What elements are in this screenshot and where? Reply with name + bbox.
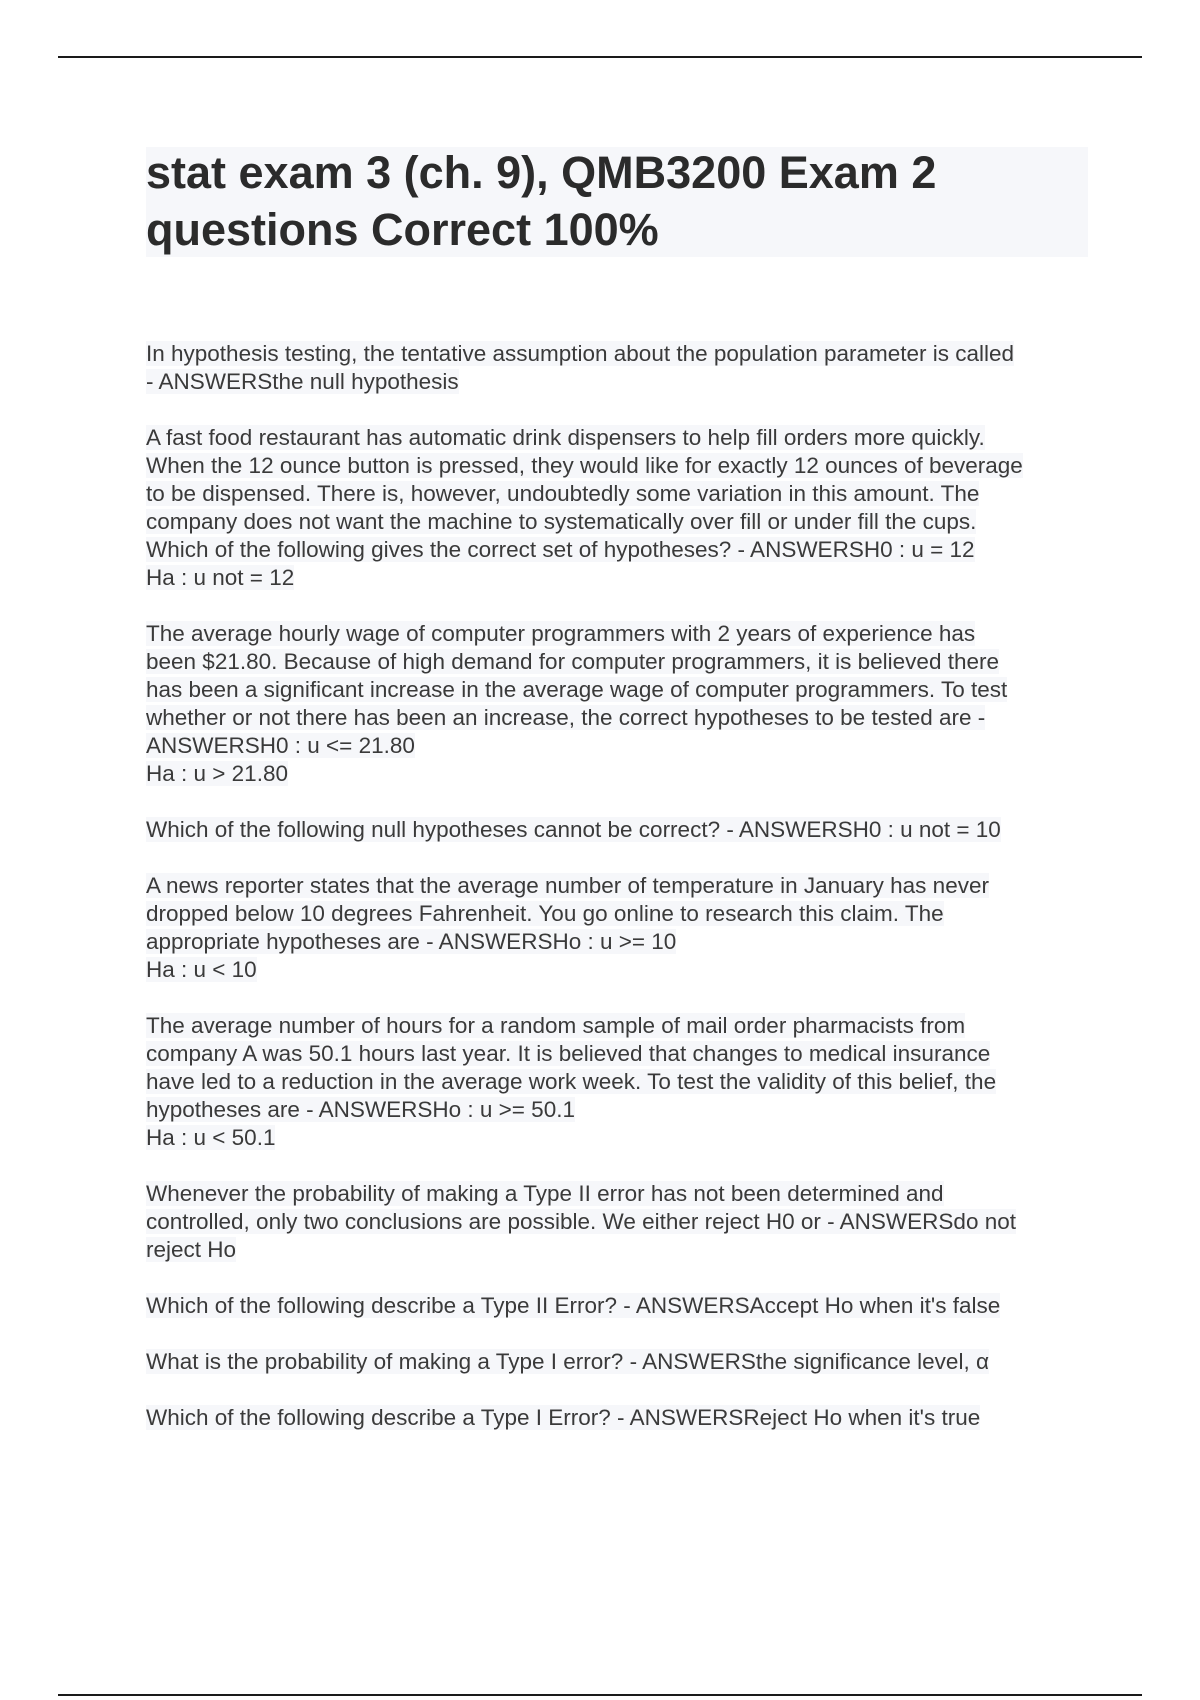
qa-item: [146, 620, 1096, 788]
qa-line: [146, 1348, 1096, 1376]
title-line: questions Correct 100%: [146, 204, 659, 255]
qa-line: [146, 424, 1096, 452]
qa-line: [146, 872, 1096, 900]
qa-line: [146, 648, 1096, 676]
qa-line: [146, 368, 1096, 396]
qa-line-text: hypotheses are - ANSWERSHo : u >= 50.1: [146, 1097, 575, 1122]
qa-line: [146, 900, 1096, 928]
qa-line: [146, 452, 1096, 480]
qa-line-text: have led to a reduction in the average work week. To test the validity of this belief, the: [146, 1069, 997, 1094]
qa-line-text: In hypothesis testing, the tentative assumption about the population parameter is called: [146, 341, 1015, 366]
qa-line-text: A news reporter states that the average number of temperature in January has never: [146, 873, 989, 898]
qa-line: [146, 1180, 1096, 1208]
qa-line-text: Whenever the probability of making a Type II error has not been determined and: [146, 1181, 944, 1206]
qa-line-text: Ha : u not = 12: [146, 565, 295, 590]
qa-line-text: ANSWERSH0 : u <= 21.80: [146, 733, 415, 758]
qa-line-text: Ha : u < 10: [146, 957, 257, 982]
qa-line-text: been $21.80. Because of high demand for computer programmers, it is believed there: [146, 649, 999, 674]
qa-line-text: What is the probability of making a Type I error? - ANSWERSthe significance level, α: [146, 1349, 989, 1374]
qa-line-text: has been a significant increase in the average wage of computer programmers. To test: [146, 677, 1008, 702]
qa-line-text: whether or not there has been an increase, the correct hypotheses to be tested are -: [146, 705, 986, 730]
qa-line-text: Ha : u > 21.80: [146, 761, 288, 786]
qa-line: [146, 676, 1096, 704]
qa-line-text: to be dispensed. There is, however, undoubtedly some variation in this amount. The: [146, 481, 980, 506]
qa-line-text: Which of the following describe a Type I Error? - ANSWERSReject Ho when it's true: [146, 1405, 981, 1430]
qa-item: [146, 1404, 1096, 1432]
qa-item: [146, 1180, 1096, 1264]
qa-line: [146, 1012, 1096, 1040]
qa-line-text: dropped below 10 degrees Fahrenheit. You go online to research this claim. The: [146, 901, 944, 926]
qa-line-text: Which of the following gives the correct set of hypotheses? - ANSWERSH0 : u = 12: [146, 537, 975, 562]
qa-item: [146, 816, 1096, 844]
qa-line: [146, 928, 1096, 956]
qa-line-text: Which of the following describe a Type II Error? - ANSWERSAccept Ho when it's false: [146, 1293, 1001, 1318]
qa-item: [146, 872, 1096, 984]
qa-line-text: company A was 50.1 hours last year. It is believed that changes to medical insurance: [146, 1041, 991, 1066]
qa-item: [146, 1012, 1096, 1152]
qa-line: [146, 816, 1096, 844]
qa-line: [146, 1096, 1096, 1124]
qa-line-text: The average hourly wage of computer programmers with 2 years of experience has: [146, 621, 976, 646]
qa-line: [146, 704, 1096, 732]
qa-list: [146, 340, 1096, 1460]
qa-item: [146, 424, 1096, 592]
title-block: [146, 147, 1088, 257]
qa-line-text: The average number of hours for a random sample of mail order pharmacists from: [146, 1013, 966, 1038]
document-title: [146, 144, 1088, 258]
qa-line: [146, 1236, 1096, 1264]
qa-line: [146, 508, 1096, 536]
qa-line-text: Ha : u < 50.1: [146, 1125, 276, 1150]
qa-line: [146, 564, 1096, 592]
title-line: stat exam 3 (ch. 9), QMB3200 Exam 2: [146, 147, 937, 198]
bottom-rule: [58, 1694, 1142, 1696]
qa-line-text: When the 12 ounce button is pressed, they would like for exactly 12 ounces of beverage: [146, 453, 1023, 478]
qa-line: [146, 760, 1096, 788]
qa-line-text: controlled, only two conclusions are possible. We either reject H0 or - ANSWERSdo not: [146, 1209, 1016, 1234]
qa-line: [146, 340, 1096, 368]
qa-line: [146, 1040, 1096, 1068]
qa-line-text: A fast food restaurant has automatic drink dispensers to help fill orders more quickly.: [146, 425, 985, 450]
qa-line: [146, 1208, 1096, 1236]
qa-item: [146, 1292, 1096, 1320]
qa-line-text: Which of the following null hypotheses cannot be correct? - ANSWERSH0 : u not = 10: [146, 817, 1001, 842]
qa-line: [146, 956, 1096, 984]
qa-line-text: reject Ho: [146, 1237, 237, 1262]
qa-item: [146, 340, 1096, 396]
qa-line: [146, 1124, 1096, 1152]
qa-line: [146, 620, 1096, 648]
qa-line: [146, 480, 1096, 508]
qa-line: [146, 732, 1096, 760]
qa-line: [146, 1404, 1096, 1432]
qa-line: [146, 536, 1096, 564]
top-rule: [58, 56, 1142, 58]
qa-line: [146, 1068, 1096, 1096]
qa-item: [146, 1348, 1096, 1376]
qa-line-text: appropriate hypotheses are - ANSWERSHo : u >= 10: [146, 929, 677, 954]
qa-line-text: - ANSWERSthe null hypothesis: [146, 369, 459, 394]
qa-line-text: company does not want the machine to systematically over fill or under fill the cups.: [146, 509, 977, 534]
qa-line: [146, 1292, 1096, 1320]
